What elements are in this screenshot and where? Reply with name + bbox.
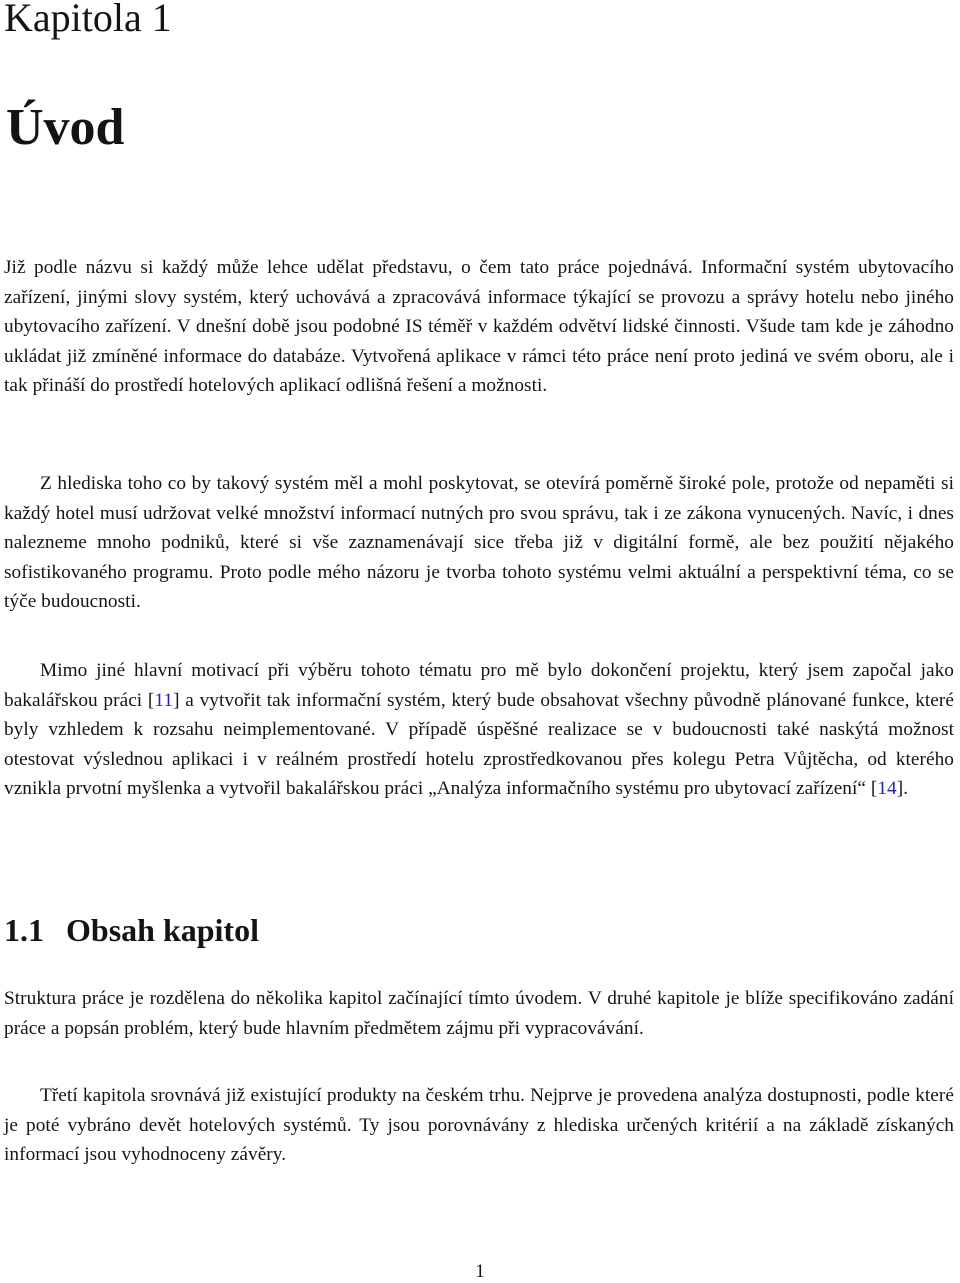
paragraph-structure: Struktura práce je rozdělena do několika kapitol začínající tímto úvodem. V druhé kapitole je blíže specifikováno zadání práce a popsán problém, který bude hlavním předmětem zájmu při vypracovávání. xyxy=(4,988,954,1039)
paragraph-motivation xyxy=(4,656,954,804)
paragraph-motivation-text-c: ]. xyxy=(896,778,909,799)
section-number: 1.1 xyxy=(4,912,44,948)
paragraph-scope: Z hlediska toho co by takový systém měl a mohl poskytovat, se otevírá poměrně široké pole, protože od nepaměti si každý hotel musí udržovat velké množství informací nutných pro svou správu, tak i ze zákona vynucených. Navíc, i dnes nalezneme mnoho podniků, které si vše zaznamenávají sice třeba již v digitální formě, ale bez použití nějakého sofistikovaného programu. Proto podle mého názoru je tvorba tohoto systému velmi aktuální a perspektivní téma, co se týče budoucnosti. xyxy=(4,473,954,612)
chapter-title: Úvod xyxy=(6,99,125,156)
citation-link-14[interactable]: 14 xyxy=(877,778,897,799)
paragraph-chapter-three: Třetí kapitola srovnává již existující produkty na českém trhu. Nejprve je provedena analýza dostupnosti, podle které je poté vybráno devět hotelových systémů. Ty jsou porovnávány z hlediska určených kritérií a na základě získaných informací jsou vyhodnoceny závěry. xyxy=(4,1085,954,1165)
page-number: 1 xyxy=(475,1261,485,1282)
paragraph-intro: Již podle názvu si každý může lehce udělat představu, o čem tato práce pojednává. Informační systém ubytovacího zařízení, jinými slovy systém, který uchovává a zpracovává informace týkající se provozu a správy hotelu nebo jiného ubytovacího zařízení. V dnešní době jsou podobné IS téměř v každém odvětví lidské činnosti. Všude tam kde je záhodno ukládat již zmíněné informace do databáze. Vytvořená aplikace v rámci této práce není proto jediná ve svém oboru, ale i tak přináší do prostředí hotelových aplikací odlišná řešení a možnosti. xyxy=(4,257,954,396)
section-title: Obsah kapitol xyxy=(66,912,259,948)
chapter-label: Kapitola 1 xyxy=(4,0,172,40)
paragraph-motivation-text-b: ] a vytvořit tak informační systém, který bude obsahovat všechny původně plánované funkce, které byly vzhledem k rozsahu neimplementované. V případě úspěšné realizace se v budoucnosti také naskýtá možnost otestovat výslednou aplikaci i v reálném prostředí hotelu zprostředkovanou přes kolegu Petra Vůjtěcha, od kterého vznikla prvotní myšlenka a vytvořil bakalářskou práci „Analýza informačního systému pro ubytovací zařízení“ [ xyxy=(4,689,954,799)
paragraph-motivation-text-a: Mimo jiné hlavní motivací při výběru tohoto tématu pro mě bylo dokončení projektu, který jsem započal jako bakalářskou práci [ xyxy=(4,660,954,711)
section-heading xyxy=(4,908,259,952)
citation-link-11[interactable]: 11 xyxy=(154,689,174,711)
